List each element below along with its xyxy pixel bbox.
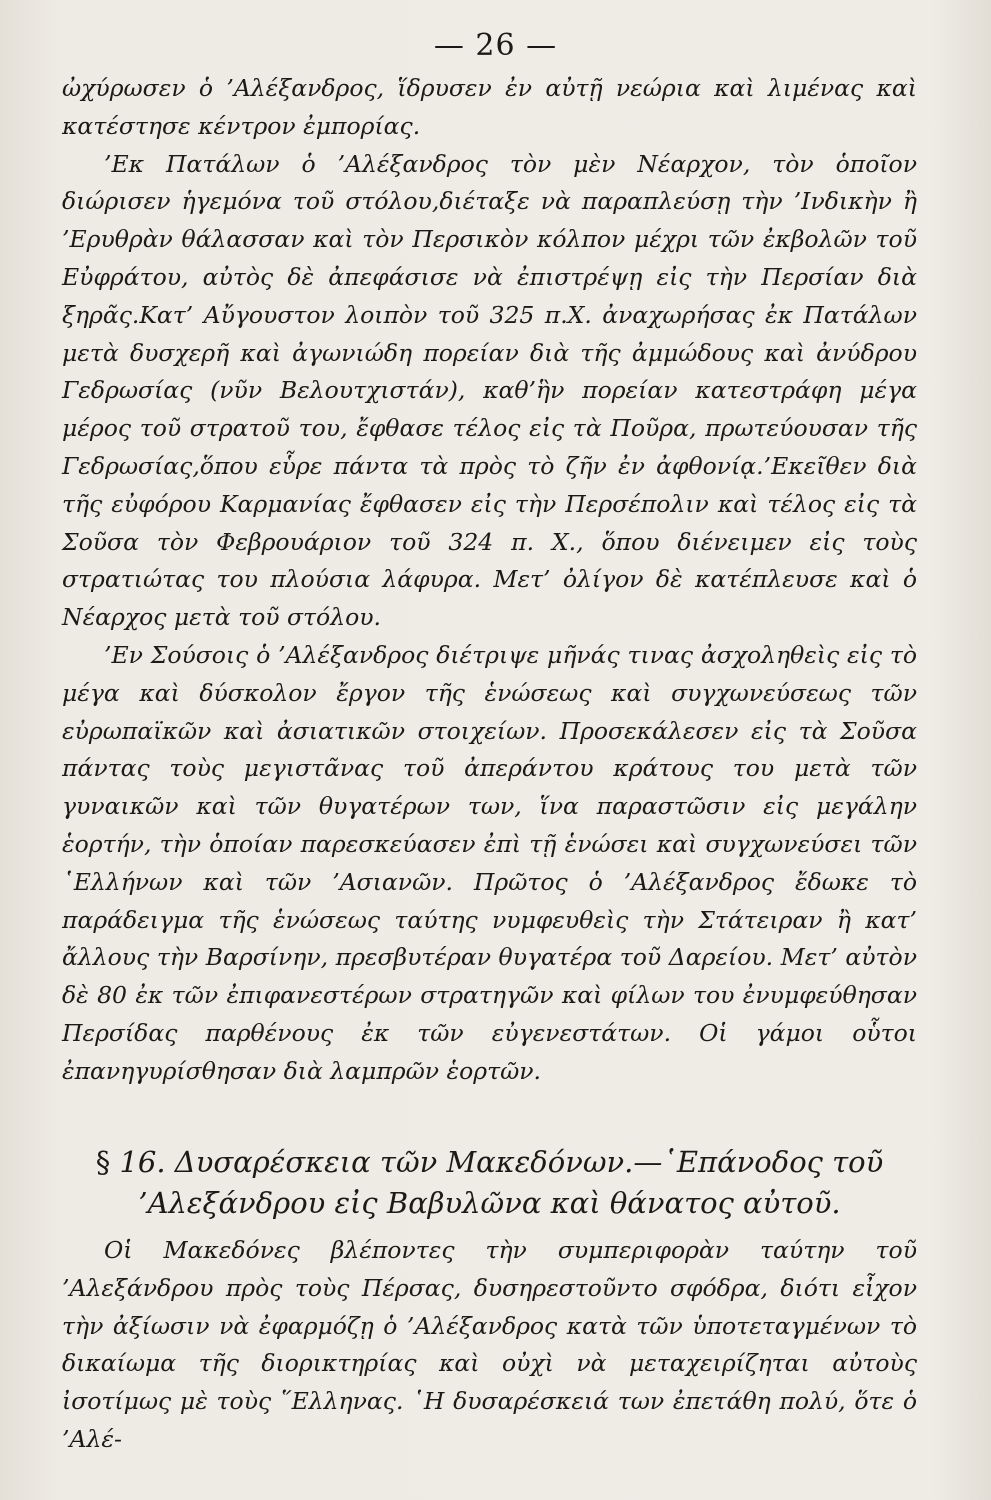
paragraph: ’Εκ Πατάλων ὁ ’Αλέξανδρος τὸν μὲν Νέαρχον, τὸν ὁποῖον διώρισεν ἡγεμόνα τοῦ στόλου,διέταξε νὰ παραπλεύσῃ τὴν ’Ινδικὴν ἢ ’Ερυθρὰν θάλασσαν καὶ τὸν Περσικὸν κόλπον μέχρι τῶν ἐκβολῶν τοῦ Εὐφράτου, αὐτὸς δὲ ἀπεφάσισε νὰ ἐπιστρέψῃ εἰς τὴν Περσίαν διὰ ξηρᾶς.Κατ’ Αὔγουστον λοιπὸν τοῦ 325 π.Χ. ἀναχωρήσας ἐκ Πατάλων μετὰ δυσχερῆ καὶ ἀγωνιώδη πορείαν διὰ τῆς ἀμμώδους καὶ ἀνύδρου Γεδρωσίας (νῦν Βελουτχιστάν), καθ’ἣν πορείαν κατεστράφη μέγα μέρος τοῦ στρατοῦ του, ἔφθασε τέλος εἰς τὰ Ποῦρα, πρωτεύουσαν τῆς Γεδρωσίας,ὅπου εὗρε πάντα τὰ πρὸς τὸ ζῆν ἐν ἀφθονίᾳ.’Εκεῖθεν διὰ τῆς εὐφόρου Καρμανίας ἔφθασεν εἰς τὴν Περσέπολιν καὶ τέλος εἰς τὰ Σοῦσα τὸν Φεβρουάριον τοῦ 324 π. Χ., ὅπου διένειμεν εἰς τοὺς στρατιώτας του πλούσια λάφυρα. Μετ’ ὀλίγον δὲ κατέπλευσε καὶ ὁ Νέαρχος μετὰ τοῦ στόλου. [62, 149, 917, 632]
text-block-bottom [62, 1232, 917, 1459]
section-symbol: § [95, 1145, 111, 1179]
page-number: — 26 — [433, 28, 558, 63]
text-block-top [62, 70, 917, 1091]
paragraph: ὠχύρωσεν ὁ ’Αλέξανδρος, ἵδρυσεν ἐν αὐτῇ νεώρια καὶ λιμένας καὶ κατέστησε κέντρον ἐμπορίας. [62, 74, 917, 140]
section-title: 16. Δυσαρέσκεια τῶν Μακεδόνων.—῾Επάνοδος τοῦ ’Αλεξάνδρου εἰς Βαβυλῶνα καὶ θάνατος αὐτοῦ. [119, 1145, 884, 1220]
paragraph: Οἱ Μακεδόνες βλέποντες τὴν συμπεριφορὰν ταύτην τοῦ ’Αλεξάνδρου πρὸς τοὺς Πέρσας, δυσηρεστοῦντο σφόδρα, διότι εἶχον τὴν ἀξίωσιν νὰ ἐφαρμόζῃ ὁ ’Αλέξανδρος κατὰ τῶν ὑποτεταγμένων τὸ δικαίωμα τῆς διορικτηρίας καὶ οὐχὶ νὰ μεταχειρίζηται αὐτοὺς ἰσοτίμως μὲ τοὺς ῞Ελληνας. ῾Η δυσαρέσκειά των ἐπετάθη πολύ, ὅτε ὁ ’Αλέ- [62, 1236, 917, 1453]
paragraph: ’Εν Σούσοις ὁ ’Αλέξανδρος διέτριψε μῆνάς τινας ἀσχοληθεὶς εἰς τὸ μέγα καὶ δύσκολον ἔργον τῆς ἑνώσεως καὶ συγχωνεύσεως τῶν εὐρωπαϊκῶν καὶ ἀσιατικῶν στοιχείων. Προσεκάλεσεν εἰς τὰ Σοῦσα πάντας τοὺς μεγιστᾶνας τοῦ ἀπεράντου κράτους του μετὰ τῶν γυναικῶν καὶ τῶν θυγατέρων των, ἵνα παραστῶσιν εἰς μεγάλην ἑορτήν, τὴν ὁποίαν παρεσκεύασεν ἐπὶ τῇ ἑνώσει καὶ συγχωνεύσει τῶν ῾Ελλήνων καὶ τῶν ’Ασιανῶν. Πρῶτος ὁ ’Αλέξανδρος ἔδωκε τὸ παράδειγμα τῆς ἑνώσεως ταύτης νυμφευθεὶς τὴν Στάτειραν ἢ κατ’ ἄλλους τὴν Βαρσίνην, πρεσβυτέραν θυγατέρα τοῦ Δαρείου. Μετ’ αὐτὸν δὲ 80 ἐκ τῶν ἐπιφανεστέρων στρατηγῶν καὶ φίλων του ἐνυμφεύθησαν Περσίδας παρθένους ἐκ τῶν εὐγενεστάτων. Οἱ γάμοι οὗτοι ἐπανηγυρίσθησαν διὰ λαμπρῶν ἑορτῶν. [62, 640, 917, 1085]
section-heading [62, 1142, 917, 1224]
